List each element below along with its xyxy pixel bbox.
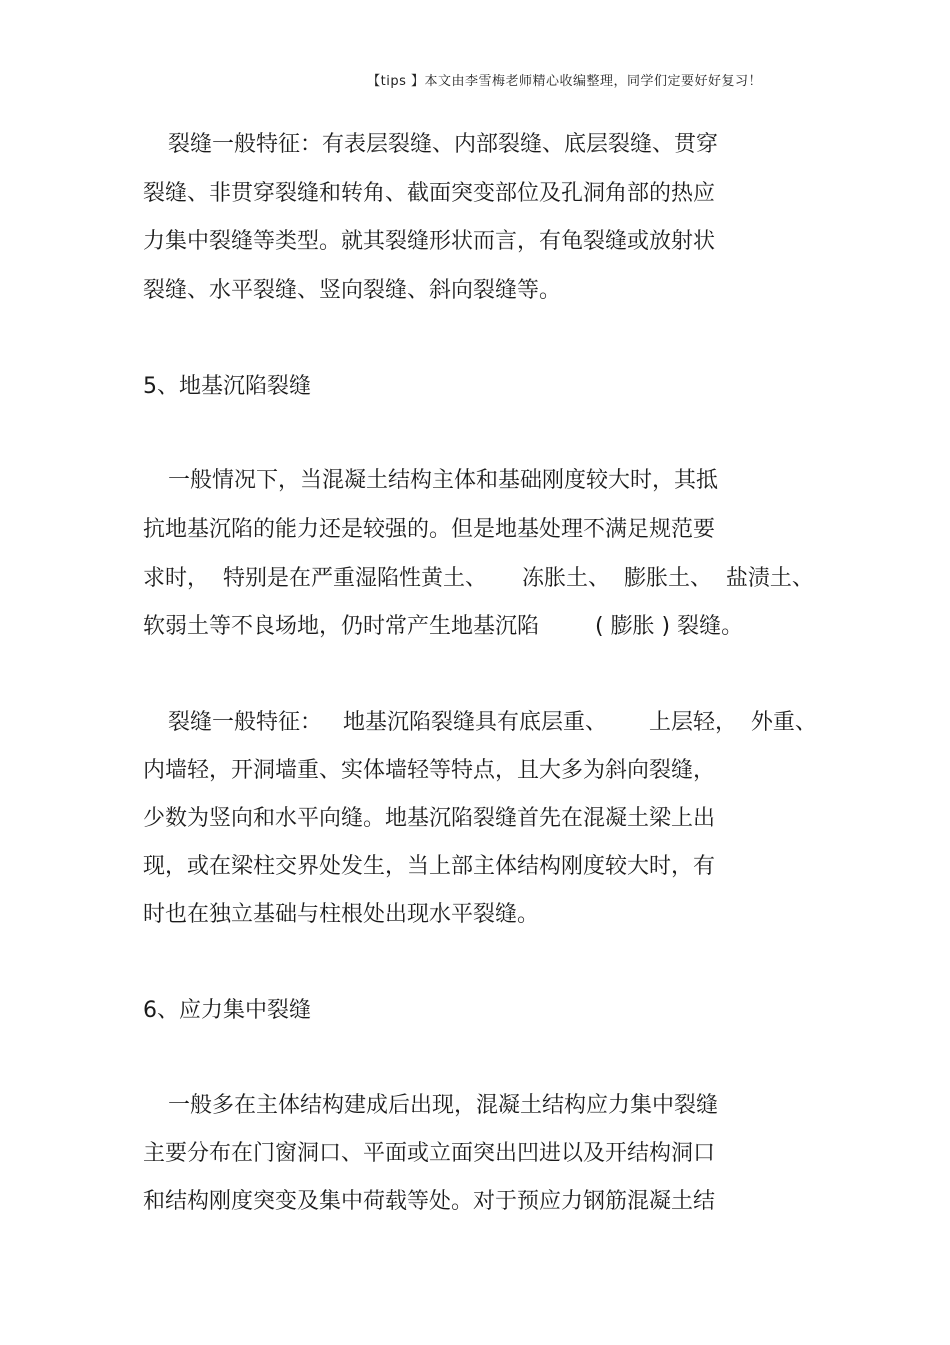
paragraph-line: 力集中裂缝等类型。就其裂缝形状而言，有龟裂缝或放射状 — [143, 229, 716, 254]
paragraph-line: 内墙轻，开洞墙重、实体墙轻等特点，且大多为斜向裂缝， — [143, 758, 716, 783]
paragraph-line: 裂缝、水平裂缝、竖向裂缝、斜向裂缝等。 — [143, 278, 562, 303]
paragraph-line: 现，或在梁柱交界处发生，当上部主体结构刚度较大时，有 — [143, 854, 716, 879]
paragraph-line: 时也在独立基础与柱根处出现水平裂缝。 — [143, 902, 540, 927]
paragraph-line: 一般情况下，当混凝土结构主体和基础刚度较大时，其抵 — [168, 468, 719, 493]
section-heading: 6、应力集中裂缝 — [143, 998, 311, 1023]
header-tips: 【tips 】本文由李雪梅老师精心收编整理，同学们定要好好复习！ — [367, 74, 762, 89]
paragraph-line: 抗地基沉陷的能力还是较强的。但是地基处理不满足规范要 — [143, 517, 716, 542]
paragraph-line: 主要分布在门窗洞口、平面或立面突出凹进以及开结构洞口 — [143, 1141, 716, 1166]
paragraph-line: 和结构刚度突变及集中荷载等处。对于预应力钢筋混凝土结 — [143, 1189, 716, 1214]
paragraph-line: 求时， 特别是在严重湿陷性黄土、 冻胀土、 膨胀土、 盐渍土、 — [143, 566, 814, 591]
paragraph-line: 裂缝一般特征：有表层裂缝、内部裂缝、底层裂缝、贯穿 — [168, 132, 719, 157]
paragraph-line: 裂缝、非贯穿裂缝和转角、截面突变部位及孔洞角部的热应 — [143, 181, 716, 206]
paragraph-line: 裂缝一般特征： 地基沉陷裂缝具有底层重、 上层轻， 外重、 — [168, 710, 817, 735]
paragraph-line: 一般多在主体结构建成后出现，混凝土结构应力集中裂缝 — [168, 1093, 719, 1118]
paragraph-line: 软弱土等不良场地，仍时常产生地基沉陷 ( 膨胀 ) 裂缝。 — [143, 614, 744, 639]
section-heading: 5、地基沉陷裂缝 — [143, 374, 311, 399]
paragraph-line: 少数为竖向和水平向缝。地基沉陷裂缝首先在混凝土梁上出 — [143, 806, 716, 831]
